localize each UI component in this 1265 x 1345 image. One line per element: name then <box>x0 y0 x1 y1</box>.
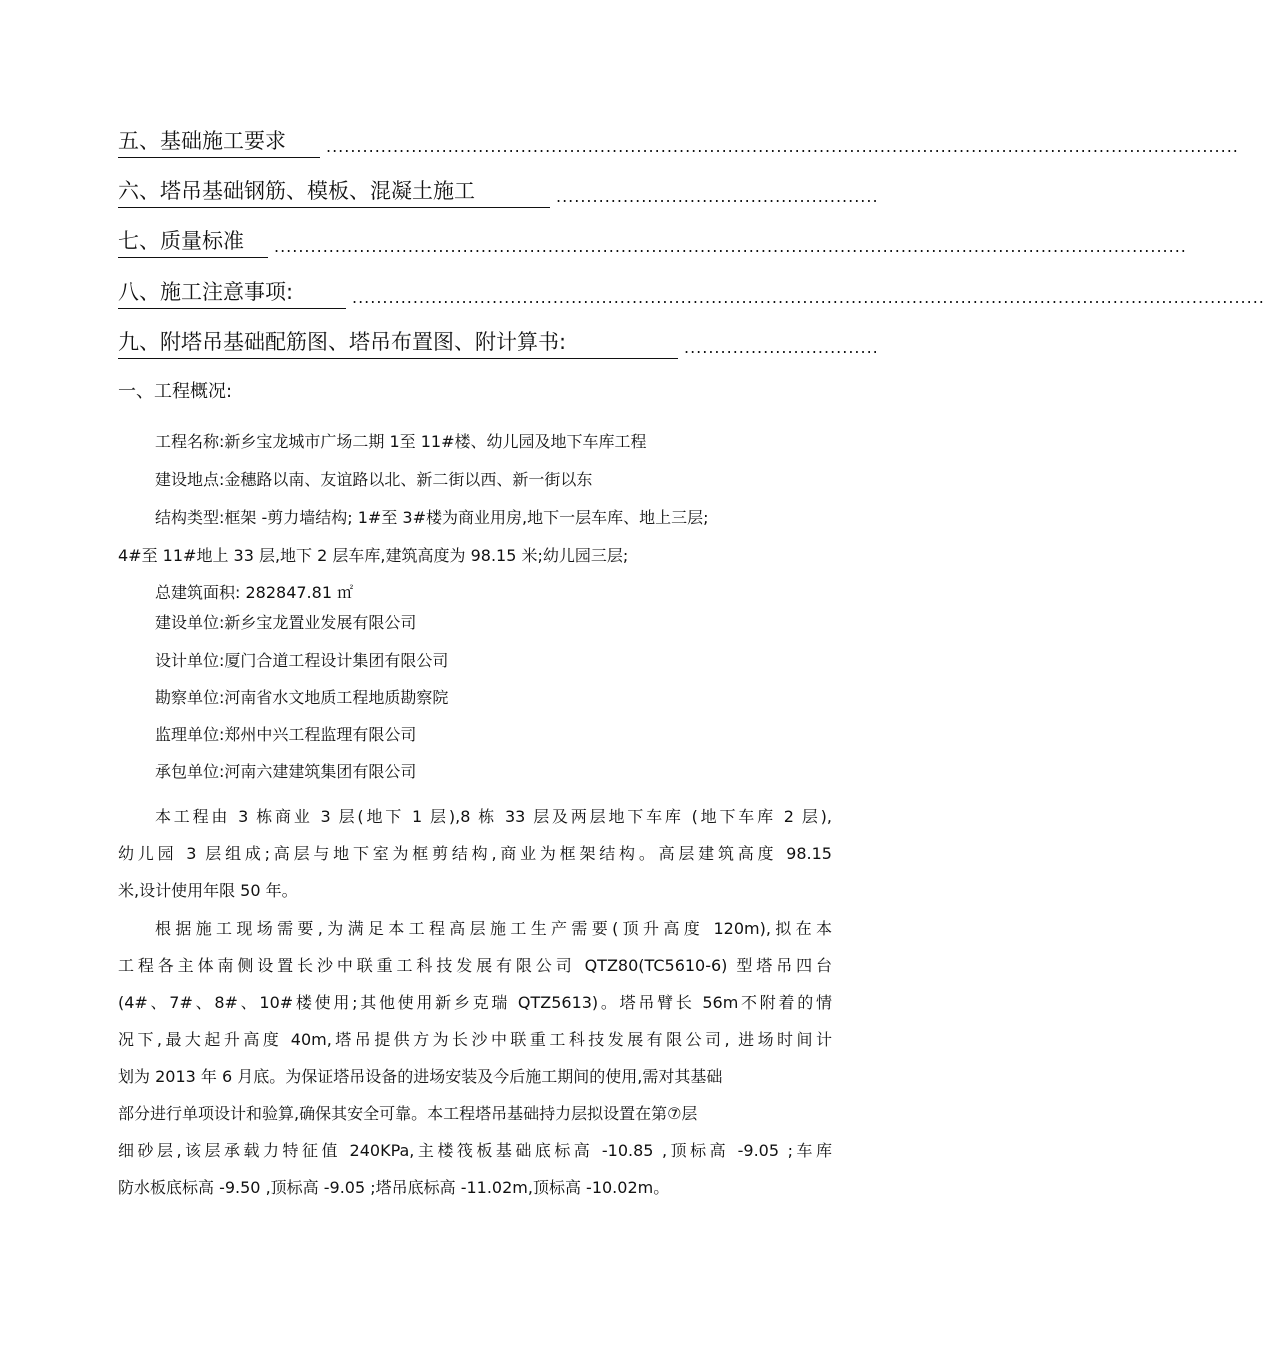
toc-title: 七、质量标准 <box>118 226 268 258</box>
total-area: 总建筑面积: 282847.81 ㎡ <box>155 583 354 602</box>
tower-crane-paragraph <box>118 910 832 1206</box>
paragraph-line: 本工程由 3 栋商业 3 层(地下 1 层),8 栋 33 层及两层地下车库 (地下车库 2 层), <box>155 807 832 826</box>
toc-leader-dots: ................................ <box>684 338 879 357</box>
paragraph-line: 细砂层,该层承载力特征值 240KPa,主楼筏板基础底标高 -10.85 ,顶标高 -9.05 ;车库 <box>118 1141 832 1160</box>
toc-title: 九、附塔吊基础配筋图、塔吊布置图、附计算书: <box>118 327 678 359</box>
paragraph-line: 防水板底标高 -9.50 ,顶标高 -9.05 ;塔吊底标高 -11.02m,顶标高 -10.02m。 <box>118 1178 670 1197</box>
paragraph-line: 部分进行单项设计和验算,确保其安全可靠。本工程塔吊基础持力层拟设置在第⑦层 <box>118 1104 698 1123</box>
paragraph-line: 根据施工现场需要,为满足本工程高层施工生产需要(顶升高度 120m),拟在本 <box>155 919 832 938</box>
section-heading: 一、工程概况: <box>118 381 233 402</box>
paragraph-line: (4#、7#、8#、10#楼使用;其他使用新乡克瑞 QTZ5613)。塔吊臂长 56m不附着的情 <box>118 993 832 1012</box>
paragraph-line: 划为 2013 年 6 月底。为保证塔吊设备的进场安装及今后施工期间的使用,需对其基础 <box>118 1067 723 1086</box>
project-name: 工程名称:新乡宝龙城市广场二期 1至 11#楼、幼儿园及地下车库工程 <box>155 432 647 451</box>
toc-leader-dots: ...................................................................................................................................................... <box>352 288 1265 307</box>
toc-leader-dots: ...................................................................................................................................................... <box>326 137 1239 156</box>
paragraph-line: 米,设计使用年限 50 年。 <box>118 881 298 900</box>
paragraph-line: 工程各主体南侧设置长沙中联重工科技发展有限公司 QTZ80(TC5610-6) 型塔吊四台 <box>118 956 832 975</box>
survey-unit: 勘察单位:河南省水文地质工程地质勘察院 <box>155 688 449 707</box>
toc-title: 五、基础施工要求 <box>118 126 320 158</box>
toc-item-6 <box>118 176 916 208</box>
supervision-unit: 监理单位:郑州中兴工程监理有限公司 <box>155 725 417 744</box>
toc-title: 六、塔吊基础钢筋、模板、混凝土施工 <box>118 176 550 208</box>
contractor-unit: 承包单位:河南六建建筑集团有限公司 <box>155 762 417 781</box>
toc-leader-dots: ..................................................... <box>556 187 879 206</box>
project-location: 建设地点:金穗路以南、友谊路以北、新二街以西、新一街以东 <box>155 470 593 489</box>
overview-paragraph <box>118 798 832 909</box>
toc-item-7 <box>118 226 1187 258</box>
toc-title: 八、施工注意事项: <box>118 277 346 309</box>
design-unit: 设计单位:厦门合道工程设计集团有限公司 <box>155 651 449 670</box>
toc-item-9 <box>118 327 904 359</box>
paragraph-line: 幼儿园 3 层组成;高层与地下室为框剪结构,商业为框架结构。高层建筑高度 98.15 <box>118 844 832 863</box>
paragraph-line: 况下,最大起升高度 40m,塔吊提供方为长沙中联重工科技发展有限公司, 进场时间计 <box>118 1030 832 1049</box>
toc-leader-dots: ...................................................................................................................................................... <box>274 237 1187 256</box>
developer-unit: 建设单位:新乡宝龙置业发展有限公司 <box>155 613 417 632</box>
structure-type-cont: 4#至 11#地上 33 层,地下 2 层车库,建筑高度为 98.15 米;幼儿园三层; <box>118 546 629 565</box>
toc-item-8 <box>118 277 1265 309</box>
structure-type: 结构类型:框架 -剪力墙结构; 1#至 3#楼为商业用房,地下一层车库、地上三层; <box>155 508 709 527</box>
toc-item-5 <box>118 126 1239 158</box>
